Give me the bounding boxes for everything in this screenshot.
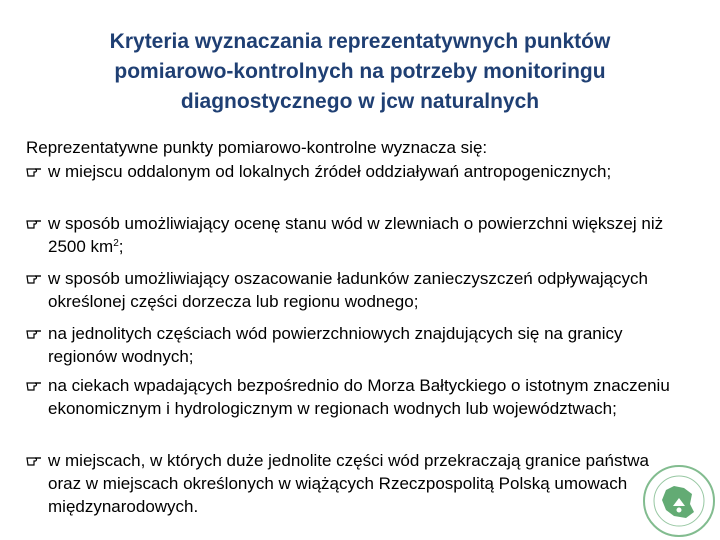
pointing-hand-icon [26,217,42,229]
title-line: Kryteria wyznaczania reprezentatywnych punktów [109,30,611,53]
bullet-text [48,212,686,258]
pointing-hand-icon [26,454,42,466]
bullet-text: w miejscach, w których duże jednolite części wód przekraczają granice państwa oraz w miejscach określonych w wiążących Rzeczpospolitą Polską umowach międzynarodowych. [48,451,649,516]
pointing-hand-icon [26,165,42,177]
list-item [26,212,686,258]
bullet-text: na jednolitych częściach wód powierzchniowych znajdujących się na granicy regionów wodnych; [48,324,623,366]
bullet-text-tail: ; [118,237,124,256]
title-line: pomiarowo-kontrolnych na potrzeby monitoringu [114,60,606,83]
superscript: 2 [113,238,119,249]
slide-title [40,27,680,117]
pointing-hand-icon [26,379,42,391]
bullet-text: w sposób umożliwiający oszacowanie ładunków zanieczyszczeń odpływających określonej części dorzecza lub regionu wodnego; [48,269,649,311]
list-item [26,449,686,518]
bullet-text: w miejscu oddalonym od lokalnych źródeł oddziaływań antropogenicznych; [48,162,612,181]
pointing-hand-icon [26,272,42,284]
list-item [26,160,686,183]
inspection-seal-logo [640,462,718,540]
list-item [26,267,686,313]
list-item [26,374,686,420]
list-item [26,322,686,368]
pointing-hand-icon [26,327,42,339]
bullet-text-main: w sposób umożliwiający ocenę stanu wód w zlewniach o powierzchni większej niż 2500 km [48,214,664,256]
bullet-text: na ciekach wpadających bezpośrednio do Morza Bałtyckiego o istotnym znaczeniu ekonomicznym i hydrologicznym w regionach wodnych lub województwach; [48,376,670,418]
title-line: diagnostycznego w jcw naturalnych [180,90,540,113]
intro-text: Reprezentatywne punkty pomiarowo-kontrolne wyznacza się: [26,138,488,157]
